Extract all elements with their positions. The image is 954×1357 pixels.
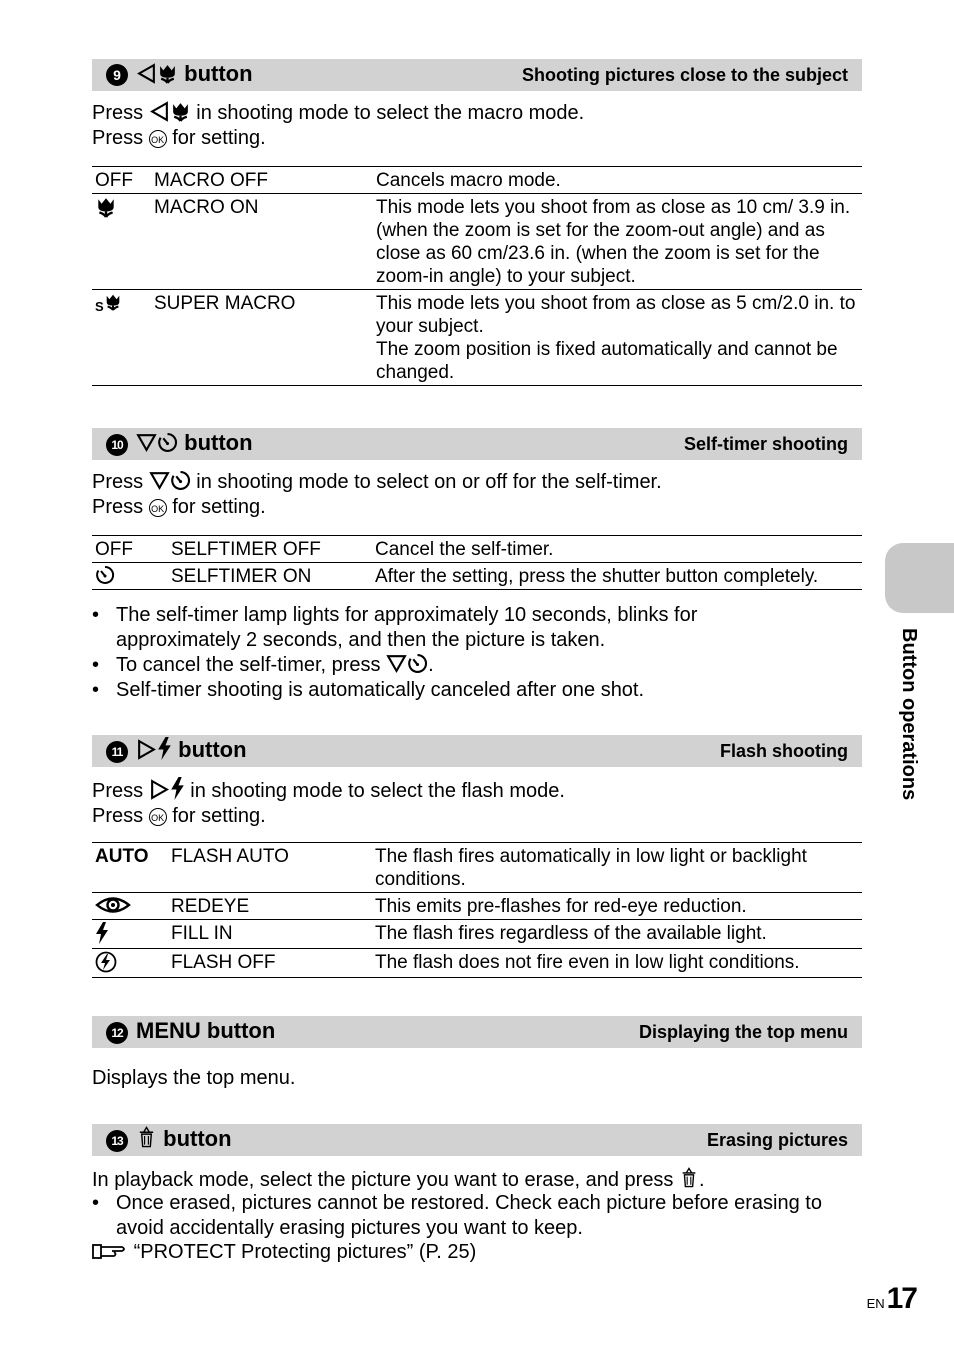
self-timer-icon xyxy=(407,653,428,674)
list-item: • Self-timer shooting is automatically canceled after one shot. xyxy=(92,678,862,703)
erase-instructions: In playback mode, select the picture you want to erase, and press . xyxy=(92,1166,705,1193)
left-arrow-icon xyxy=(136,63,157,84)
self-timer-icon xyxy=(95,565,115,585)
macro-mode-table xyxy=(92,166,862,386)
macro-icon xyxy=(95,196,117,218)
down-arrow-icon xyxy=(149,470,170,491)
side-tab-label: Button operations xyxy=(898,628,920,801)
self-timer-icon xyxy=(170,470,191,491)
section-subtitle: Flash shooting xyxy=(720,741,848,761)
macro-icon xyxy=(157,63,178,84)
section-number: 13 xyxy=(106,1130,128,1152)
section-number: 9 xyxy=(106,64,128,86)
flash-icon xyxy=(95,922,109,944)
page-number-value: 17 xyxy=(886,1282,916,1315)
selftimer-notes xyxy=(92,603,862,703)
page-number xyxy=(867,1282,916,1316)
section-title: 10 button xyxy=(106,428,253,460)
ok-button-icon: OK xyxy=(149,808,167,826)
right-arrow-icon xyxy=(149,779,170,800)
section-title: 11 button xyxy=(106,735,247,767)
erase-notes xyxy=(92,1191,862,1241)
macro-icon xyxy=(170,101,191,122)
list-item: • Once erased, pictures cannot be restored. Check each picture before erasing to avoid accidentally erasing pictures you want to keep. xyxy=(92,1191,862,1241)
side-tab xyxy=(885,543,954,613)
section-erase-header xyxy=(92,1124,862,1156)
erase-reference: “PROTECT Protecting pictures” (P. 25) xyxy=(92,1240,476,1265)
table-row: REDEYE This emits pre-flashes for red-eye reduction. xyxy=(92,893,862,920)
left-arrow-icon xyxy=(149,101,170,122)
section-subtitle: Shooting pictures close to the subject xyxy=(521,65,848,85)
flash-instructions: Press in shooting mode to select the flash mode. Press OK for setting. xyxy=(92,777,565,829)
table-row: MACRO ON This mode lets you shoot from as close as 10 cm/ 3.9 in. (when the zoom is set for the zoom-out angle) and as close as 60 cm/23.6 in. (when the zoom is set for the zoom-in angle) to your subject. xyxy=(92,194,862,290)
menu-description: Displays the top menu. xyxy=(92,1067,296,1089)
down-arrow-icon xyxy=(136,432,157,453)
macro-icon xyxy=(104,292,122,312)
section-selftimer-header xyxy=(92,428,862,460)
table-row: OFF MACRO OFF Cancels macro mode. xyxy=(92,167,862,194)
page-language: EN xyxy=(866,1296,885,1311)
section-macro-header xyxy=(92,59,862,91)
section-subtitle: Erasing pictures xyxy=(706,1130,848,1150)
flash-off-icon xyxy=(95,951,117,973)
table-row: FILL IN The flash fires regardless of the available light. xyxy=(92,920,862,949)
section-number: 12 xyxy=(106,1022,128,1044)
super-macro-icon: S xyxy=(95,299,104,314)
table-row: FLASH OFF The flash does not fire even in low light conditions. xyxy=(92,949,862,978)
flash-icon xyxy=(157,737,172,760)
section-number: 11 xyxy=(106,741,128,763)
erase-icon xyxy=(679,1166,699,1189)
right-arrow-icon xyxy=(136,739,157,760)
list-item: • The self-timer lamp lights for approximately 10 seconds, blinks for approximately 2 seconds, and then the picture is taken. xyxy=(92,603,776,653)
section-subtitle: Self-timer shooting xyxy=(683,434,848,454)
table-row: AUTO FLASH AUTO The flash fires automatically in low light or backlight conditions. xyxy=(92,843,862,893)
table-row: SELFTIMER ON After the setting, press the shutter button completely. xyxy=(92,563,862,590)
flash-mode-table xyxy=(92,842,862,978)
section-subtitle: Displaying the top menu xyxy=(638,1022,848,1042)
self-timer-icon xyxy=(157,432,178,453)
redeye-icon xyxy=(95,895,131,915)
list-item: • To cancel the self-timer, press . xyxy=(92,653,862,678)
table-row: OFF SELFTIMER OFF Cancel the self-timer. xyxy=(92,536,862,563)
section-flash-header xyxy=(92,735,862,767)
ok-button-icon: OK xyxy=(149,499,167,517)
macro-instructions: Press in shooting mode to select the macro mode. Press OK for setting. xyxy=(92,102,585,149)
flash-icon xyxy=(170,777,185,800)
section-title: 12 MENU button xyxy=(106,1016,275,1048)
section-menu-header xyxy=(92,1016,862,1048)
down-arrow-icon xyxy=(386,653,407,674)
table-row: S SUPER MACRO This mode lets you shoot from as close as 5 cm/2.0 in. to your subject. The zoom position is fixed automatically and cannot be changed. xyxy=(92,290,862,386)
selftimer-mode-table xyxy=(92,535,862,590)
section-title: 9 button xyxy=(106,59,253,91)
section-title: 13 button xyxy=(106,1124,232,1156)
erase-icon xyxy=(136,1125,157,1149)
reference-hand-icon xyxy=(92,1241,128,1261)
selftimer-instructions: Press in shooting mode to select on or off for the self-timer. Press OK for setting. xyxy=(92,471,662,518)
ok-button-icon: OK xyxy=(149,130,167,148)
section-number: 10 xyxy=(106,434,128,456)
